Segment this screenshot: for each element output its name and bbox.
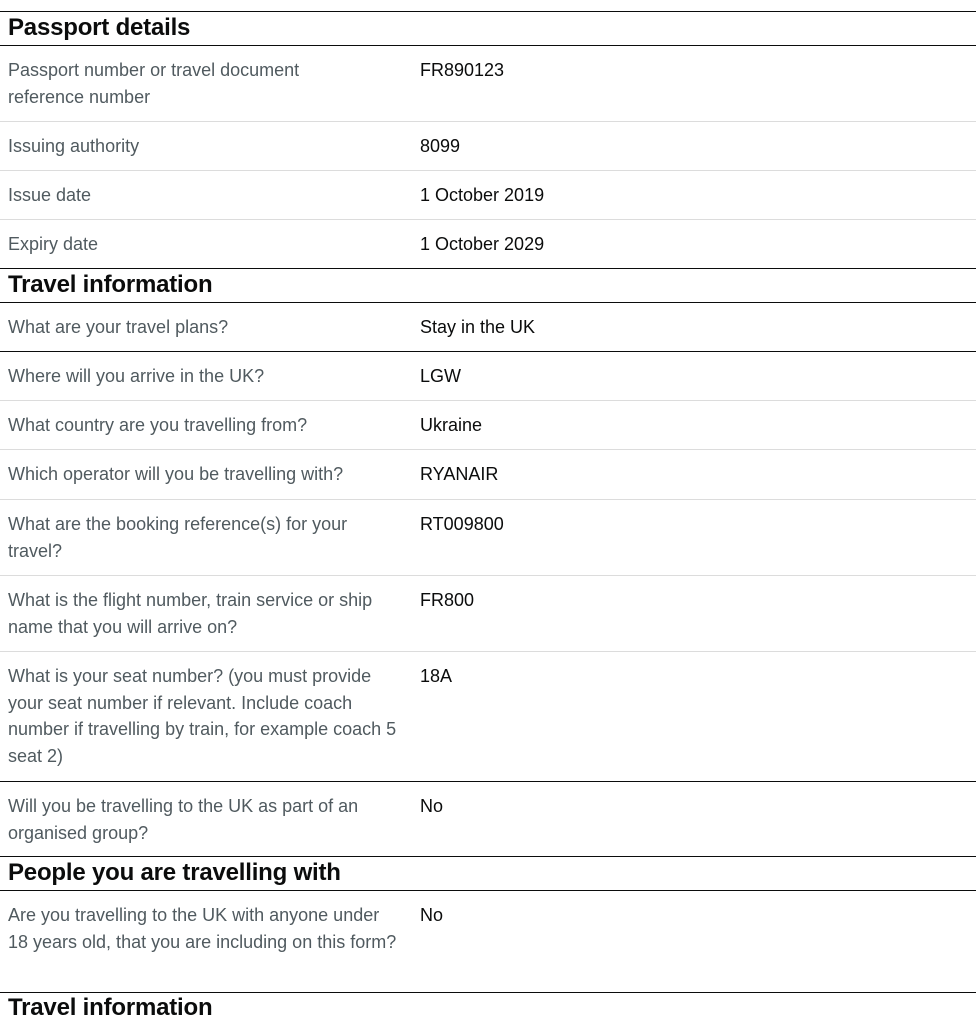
operator-label: Which operator will you be travelling with?	[8, 464, 344, 484]
issue-date-value: 1 October 2019	[420, 185, 545, 205]
people-travelling-with-header	[0, 856, 976, 891]
travel-information-header	[0, 268, 976, 303]
summary-row-travel-plans	[0, 303, 976, 352]
issuing-authority-value: 8099	[420, 136, 461, 156]
passport-details-header	[0, 11, 976, 46]
passport-number-value: FR890123	[420, 60, 505, 80]
summary-row-travelling-from	[0, 401, 976, 450]
organised-group-value: No	[420, 796, 444, 816]
summary-row-issue-date	[0, 171, 976, 220]
flight-number-value: FR800	[420, 590, 475, 610]
next-section-title: Travel information	[8, 994, 213, 1021]
travelling-from-label: What country are you travelling from?	[8, 415, 308, 435]
issuing-authority-label: Issuing authority	[8, 136, 140, 156]
operator-value: RYANAIR	[420, 464, 499, 484]
arrival-airport-label: Where will you arrive in the UK?	[8, 366, 265, 386]
travel-information-title: Travel information	[8, 271, 213, 298]
summary-row-flight-number	[0, 576, 976, 652]
summary-row-passport-number	[0, 46, 976, 122]
issue-date-label: Issue date	[8, 185, 92, 205]
summary-row-expiry-date	[0, 220, 976, 269]
passport-number-label: Passport number or travel document reference number	[8, 60, 300, 107]
passport-details-title: Passport details	[8, 14, 191, 41]
travel-plans-value: Stay in the UK	[420, 317, 536, 337]
people-travelling-with-title: People you are travelling with	[8, 859, 341, 886]
expiry-date-value: 1 October 2029	[420, 234, 545, 254]
travelling-from-value: Ukraine	[420, 415, 483, 435]
under-18-value: No	[420, 905, 444, 925]
flight-number-label: What is the flight number, train service or ship name that you will arrive on?	[8, 590, 373, 637]
summary-row-seat-number	[0, 652, 976, 782]
booking-reference-label: What are the booking reference(s) for your travel?	[8, 514, 348, 561]
summary-row-operator	[0, 450, 976, 500]
summary-row-arrival-airport	[0, 352, 976, 401]
booking-reference-value: RT009800	[420, 514, 504, 534]
seat-number-value: 18A	[420, 666, 453, 686]
summary-row-booking-reference	[0, 500, 976, 576]
seat-number-label: What is your seat number? (you must provide your seat number if relevant. Include coach number if travelling by train, for example coach 5 seat 2)	[8, 666, 397, 766]
summary-row-organised-group	[0, 782, 976, 858]
under-18-label: Are you travelling to the UK with anyone under 18 years old, that you are including on this form?	[8, 905, 397, 952]
organised-group-label: Will you be travelling to the UK as part of an organised group?	[8, 796, 359, 843]
travel-plans-label: What are your travel plans?	[8, 317, 229, 337]
summary-row-issuing-authority	[0, 122, 976, 171]
arrival-airport-value: LGW	[420, 366, 462, 386]
summary-row-under-18	[0, 891, 976, 993]
expiry-date-label: Expiry date	[8, 234, 99, 254]
